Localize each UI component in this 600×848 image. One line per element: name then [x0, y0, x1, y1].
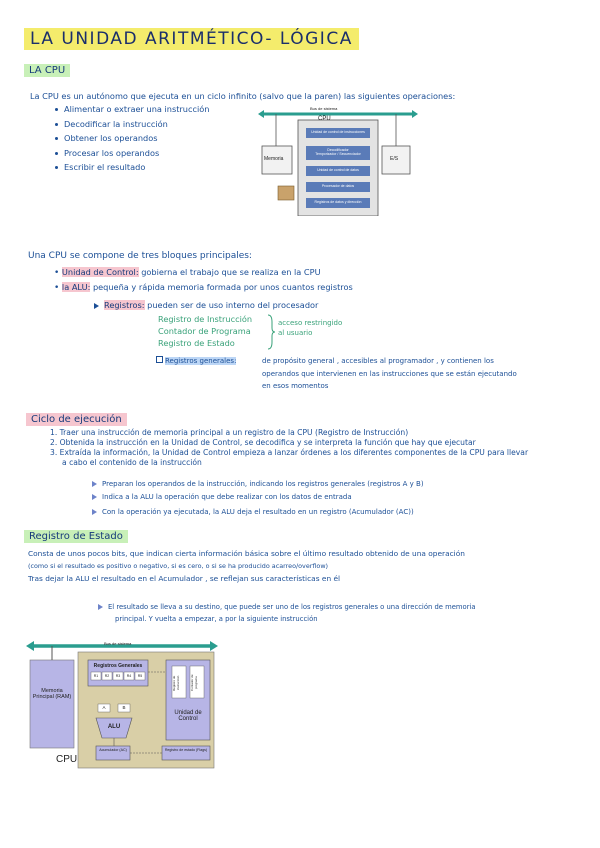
general-desc-2: operandos que intervienen en las instrucciones que se están ejecutando — [262, 370, 517, 378]
list-item: Obtener los operandos — [52, 131, 209, 146]
term-alu: la ALU: — [61, 282, 91, 292]
internal-registers — [158, 313, 252, 349]
diagram-bus-label: Bus de sistema — [310, 106, 338, 111]
status-register-label: Registro de estado (Flags) — [164, 748, 208, 752]
reg-cell: R3 — [115, 674, 121, 678]
registros-desc: pueden ser de uso interno del procesador — [147, 300, 319, 310]
list-item: 2. Obtenida la instrucción en la Unidad de Control, se decodifica y se interpreta la función que hay que ejecutar — [50, 438, 476, 447]
operations-list — [52, 102, 209, 175]
list-item: 1. Traer una instrucción de memoria principal a un registro de la CPU (Registro de Instrucción) — [50, 428, 409, 437]
term-registros: Registros: — [104, 300, 145, 310]
general-desc-1: de propósito general , accesibles al programador , y contienen los — [262, 357, 494, 365]
cpu-label: CPU — [56, 754, 78, 765]
block-item-control: • Unidad de Control: gobierna el trabajo que se realiza en la CPU — [54, 267, 321, 278]
control-unit-label: Unidad de Control — [174, 710, 202, 722]
memory-label: Memoria Principal (RAM) — [32, 688, 72, 700]
list-item: 3. Extraída la información, la Unidad de Control empieza a lanzar órdenes a los diferentes componentes de la CPU para llevar — [50, 448, 529, 457]
list-item: Registro de Estado — [158, 338, 235, 348]
list-item: Contador de Programa — [158, 326, 251, 336]
list-item: a cabo el contenido de la instrucción — [62, 458, 202, 467]
general-desc-3: en esos momentos — [262, 382, 329, 390]
bus-label: Bus de sistema — [104, 641, 132, 646]
triangle-bullet-icon — [92, 494, 97, 500]
triangle-bullet-icon — [98, 604, 103, 610]
blocks-intro: Una CPU se compone de tres bloques principales: — [28, 251, 252, 261]
diagram-block: Unidad de control de instrucciones — [311, 130, 365, 134]
registros-line — [94, 299, 318, 311]
list-item: Con la operación ya ejecutada, la ALU deja el resultado en un registro (Acumulador (AC)) — [102, 508, 414, 516]
list-item: Alimentar o extraer una instrucción — [52, 102, 209, 117]
status-line-2: (como si el resultado es positivo o negativo, si es cero, o si se ha producido acarreo/overflow) — [28, 562, 329, 570]
section-heading-cycle: Ciclo de ejecución — [26, 413, 127, 426]
diagram-cpu-label: CPU — [318, 116, 331, 122]
list-item: Indica a la ALU la operación que debe realizar con los datos de entrada — [102, 493, 352, 501]
alu-label: ALU — [107, 724, 121, 730]
section-heading-status: Registro de Estado — [24, 530, 128, 543]
diagram-block: Decodificador Temporizador / Secuenciador — [315, 148, 361, 156]
ri-label: Registro de instrucción — [172, 675, 180, 691]
diagram-block: Registros de datos y dirección — [314, 200, 362, 204]
status-next-1 — [98, 602, 476, 612]
page-title: LA UNIDAD ARITMÉTICO- LÓGICA — [24, 28, 359, 50]
list-item: Registro de Instrucción — [158, 314, 253, 324]
reg-a-label: A — [102, 705, 106, 710]
status-line-1: Consta de unos pocos bits, que indican cierta información básica sobre el último resultado obtenido de una operación — [28, 549, 465, 558]
triangle-bullet-icon — [92, 509, 97, 515]
diagram-block: Procesador de datos — [321, 184, 355, 188]
general-registers-line — [156, 356, 236, 366]
brace-icon — [266, 314, 276, 350]
term-desc: pequeña y rápida memoria formada por unos cuantos registros — [92, 282, 353, 292]
reg-cell: R4 — [126, 674, 132, 678]
list-item: Escribir el resultado — [52, 160, 209, 175]
list-item: Preparan los operandos de la instrucción, indicando los registros generales (registros A y B) — [102, 480, 424, 488]
diagram-memory-label: Memoria — [264, 156, 284, 162]
list-item: Procesar los operandos — [52, 146, 209, 161]
reg-cell: R5 — [137, 674, 143, 678]
square-bullet-icon — [156, 356, 163, 363]
cpu-intro: La CPU es un autónomo que ejecuta en un ciclo infinito (salvo que la paren) las siguientes operaciones: — [30, 91, 456, 101]
cycle-steps — [50, 428, 528, 468]
term-desc: gobierna el trabajo que se realiza en la CPU — [141, 267, 321, 277]
reg-b-label: B — [122, 705, 126, 710]
section-heading-cpu: LA CPU — [24, 64, 70, 77]
cpu-internals-diagram — [26, 640, 218, 770]
ac-label: Acumulador (AC) — [99, 748, 127, 752]
status-next-text: El resultado se lleva a su destino, que puede ser uno de los registros generales o una dirección de memoria — [108, 603, 476, 611]
cpu-architecture-diagram — [258, 106, 418, 216]
regs-title: Registros Generales — [93, 663, 143, 669]
reg-cell: R2 — [104, 674, 110, 678]
status-line-3: Tras dejar la ALU el resultado en el Acumulador , se reflejan sus características en él — [28, 574, 341, 583]
diagram-io-label: E/S — [390, 156, 399, 162]
cycle-sub-steps — [92, 478, 424, 520]
triangle-bullet-icon — [94, 303, 99, 309]
list-item: Decodificar la instrucción — [52, 117, 209, 132]
pc-label: Contador de programa — [190, 674, 198, 692]
restricted-note: acceso restringido al usuario — [278, 319, 343, 337]
triangle-bullet-icon — [92, 481, 97, 487]
block-item-alu: • la ALU: pequeña y rápida memoria formada por unos cuantos registros — [54, 282, 353, 293]
term-unidad-control: Unidad de Control: — [61, 267, 139, 277]
term-registros-generales: Registros generales: — [165, 357, 237, 365]
status-next-2: principal. Y vuelta a empezar, a por la siguiente instrucción — [115, 615, 318, 623]
reg-cell: R1 — [93, 674, 99, 678]
diagram-block: Unidad de control de datos — [317, 168, 359, 172]
